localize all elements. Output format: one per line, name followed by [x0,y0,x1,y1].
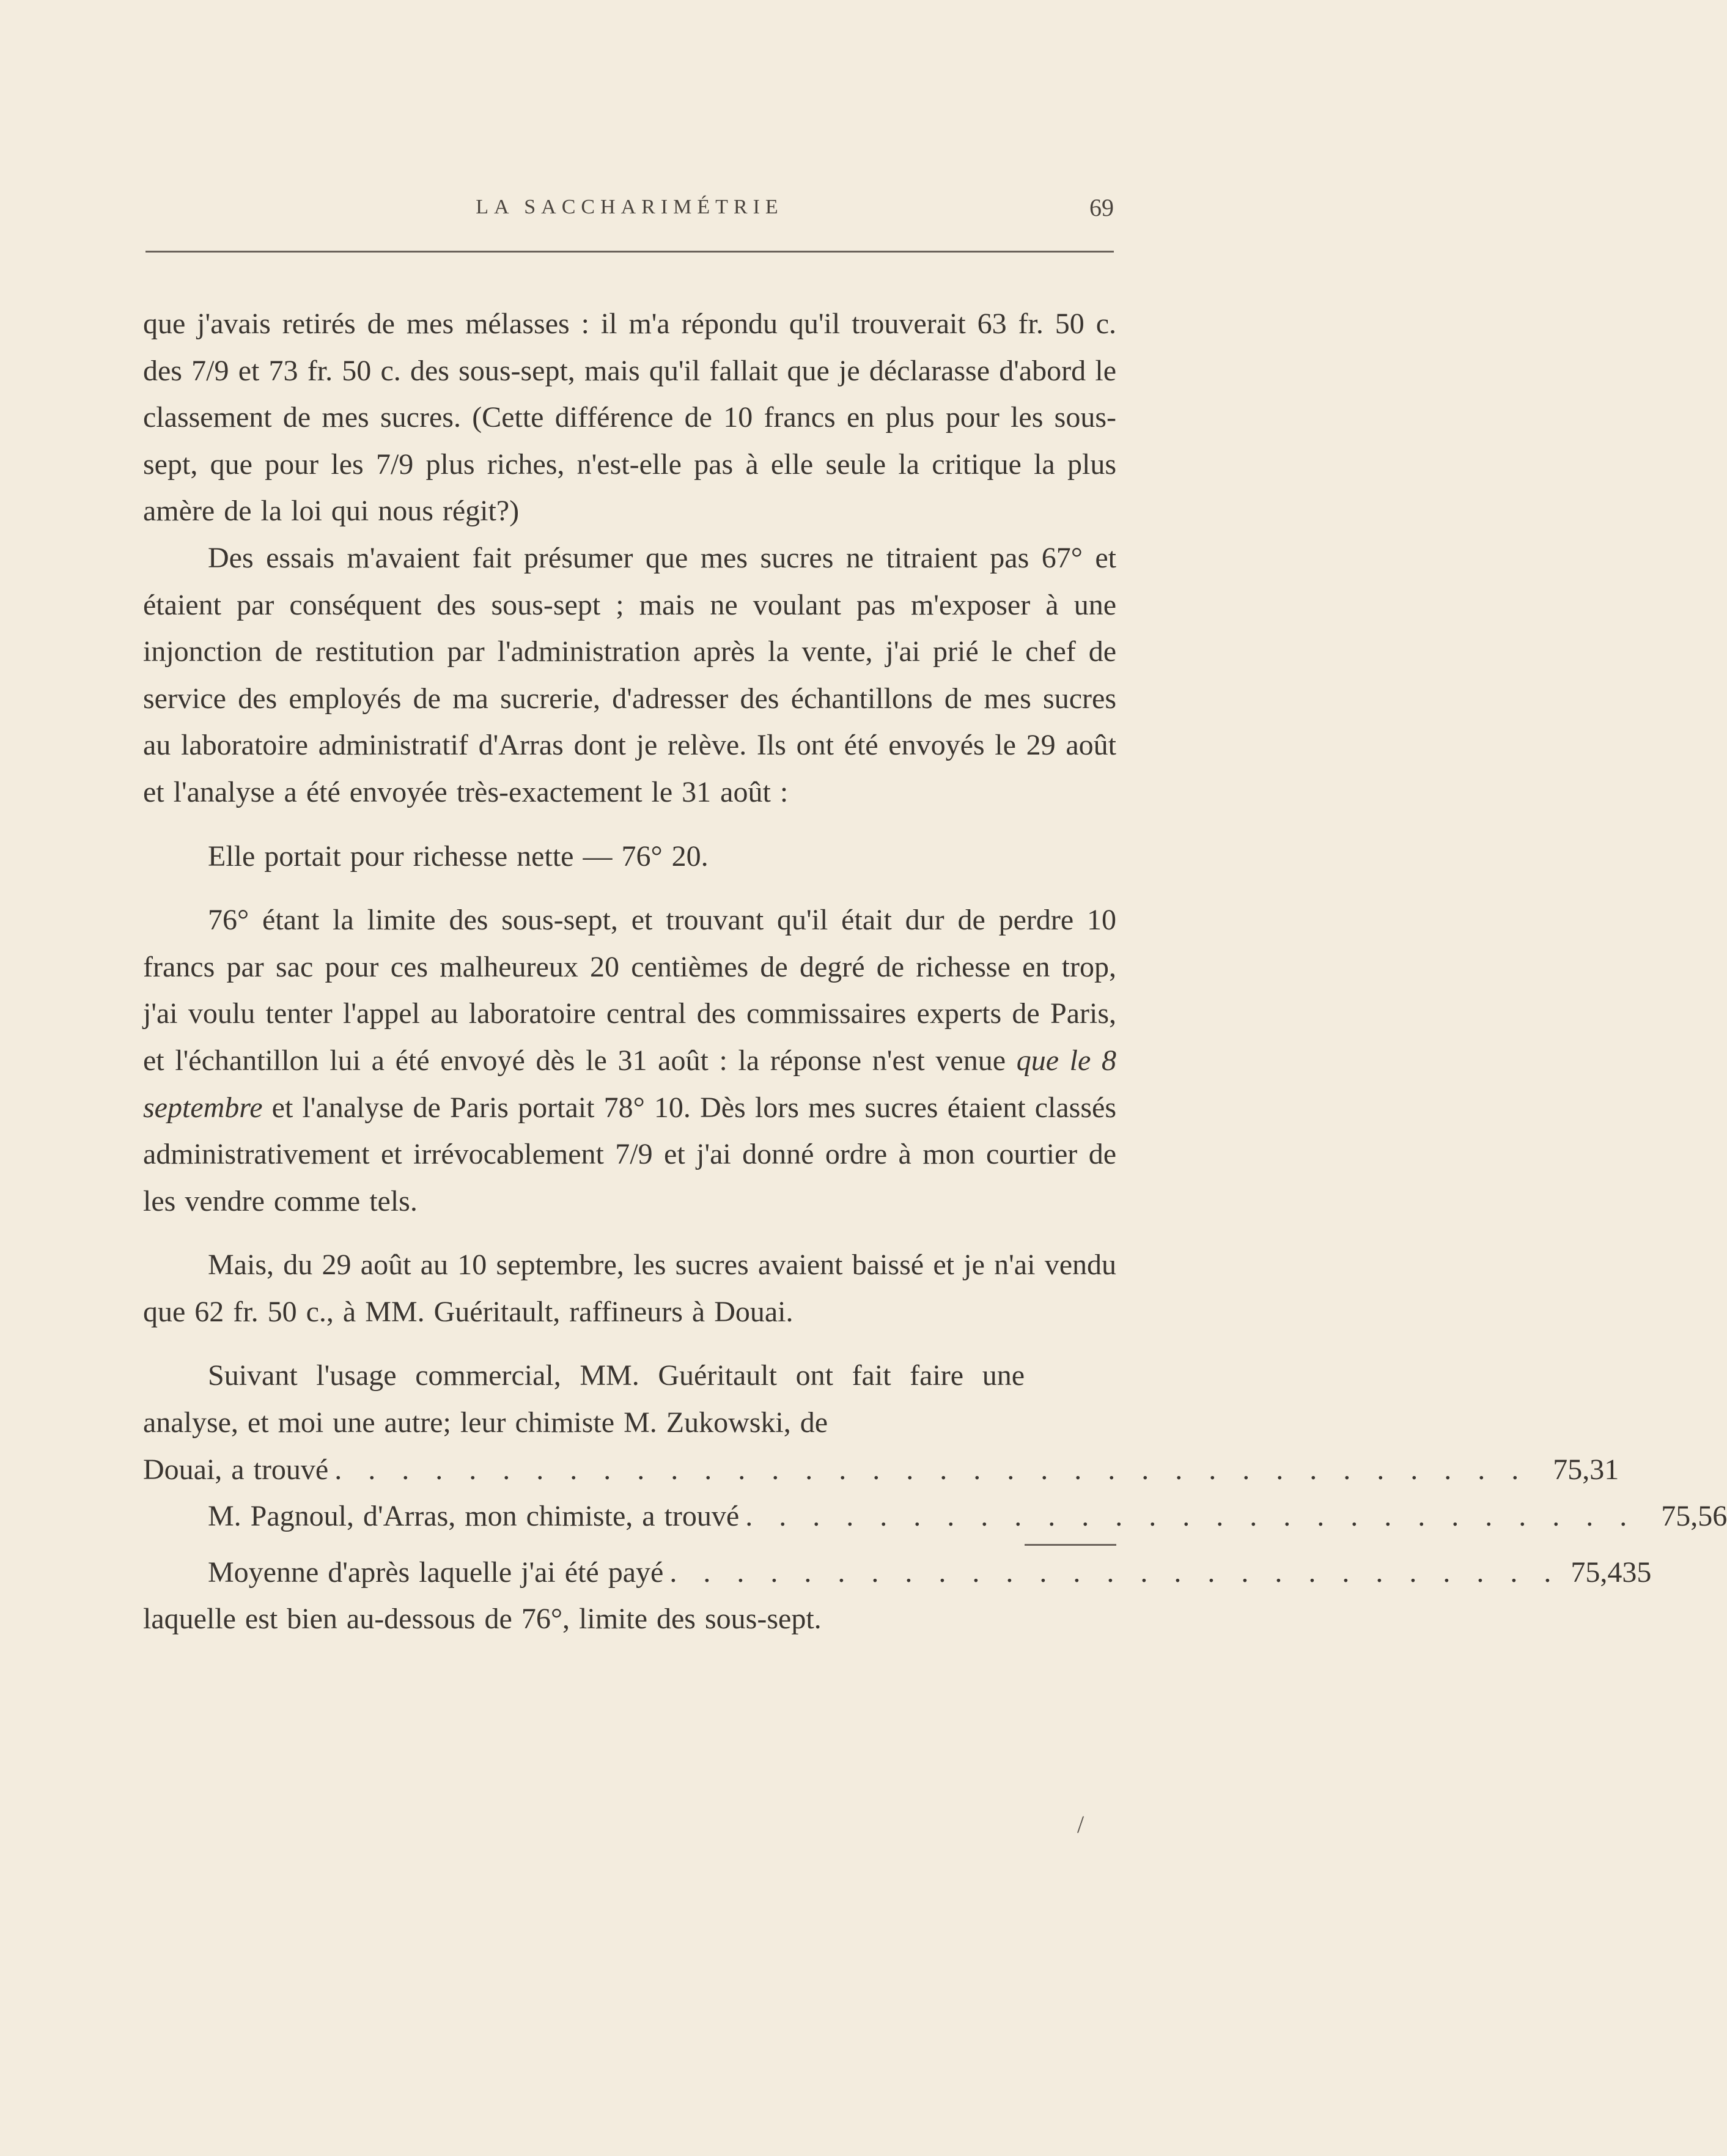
paragraph-1: que j'avais retirés de mes mélasses : il m'a répondu qu'il trouverait 63 fr. 50 c. des 7/9 et 73 fr. 50 c. des sous-sept, mais qu'il fallait que je déclarasse d'abord le classement de mes sucres. (Cette différence de 10 francs en plus pour les sous-sept, que pour les 7/9 plus riches, n'est-elle pas à elle seule la critique la plus amère de la loi qui nous régit?) [143,308,1116,528]
paragraph-4 [143,897,1116,1225]
analysis-row-zukowski [143,1447,1619,1494]
analysis-row-pagnoul [143,1493,1727,1540]
paragraph-2: Des essais m'avaient fait présumer que mes sucres ne titraient pas 67° et étaient par conséquent des sous-sept ; mais ne voulant pas m'exposer à une injonction de restitution par l'administration après la vente, j'ai prié le chef de service des employés de ma sucrerie, d'adresser des échantillons de mes sucres au laboratoire administratif d'Arras dont je relève. Ils ont été envoyés le 29 août et l'analyse a été envoyée très-exactement le 31 août : [143,541,1116,808]
page-header [145,191,1114,227]
paragraph-4-part-b: et l'analyse de Paris portait 78° 10. Dès lors mes sucres étaient classés administrativement et irrévocablement 7/9 et j'ai donné ordre à mon courtier de les vendre comme tels. [143,1091,1116,1217]
page-number: 69 [1089,194,1114,221]
paragraph-4-emphasis: que le 8 septembre [143,1044,1116,1124]
dot-leader: . . . . . . . . . . . . . . . . . . . . . . . . . . . [669,1556,1560,1589]
analysis-value: 75,31 [1553,1453,1619,1486]
dot-leader: . . . . . . . . . . . . . . . . . . . . . . . . . . . . . . . . . . . . [334,1453,1528,1486]
analysis-value: 75,435 [1571,1556,1652,1589]
running-title: LA SACCHARIMÉTRIE [476,196,784,218]
analysis-label: M. Pagnoul, d'Arras, mon chimiste, a trouvé [208,1500,740,1533]
paragraph-3: Elle portait pour richesse nette — 76° 20. [208,840,709,873]
paragraph-5: Mais, du 29 août au 10 septembre, les sucres avaient baissé et je n'ai vendu que 62 fr. 50 c., à MM. Guéritault, raffineurs à Douai. [143,1249,1116,1328]
sum-rule [1025,1544,1116,1546]
analysis-row-average [143,1549,1652,1597]
paragraph-4-part-a: 76° étant la limite des sous-sept, et trouvant qu'il était dur de perdre 10 francs par sac pour ces malheureux 20 centièmes de degré de richesse en trop, j'ai voulu tenter l'appel au laboratoire central des commissaires experts de Paris, et l'échantillon lui a été envoyé dès le 31 août : la réponse n'est venue [143,904,1116,1077]
paragraph-6: Suivant l'usage commercial, MM. Guéritault ont fait faire une analyse, et moi une autre; leur chimiste M. Zukowski, de [143,1359,1025,1439]
paragraph-7: laquelle est bien au-dessous de 76°, limite des sous-sept. [143,1603,822,1636]
header-rule [145,251,1114,253]
analysis-label: Moyenne d'après laquelle j'ai été payé [208,1556,664,1589]
footer-mark: / [1077,1811,1084,1838]
body-text [143,301,1727,1643]
dot-leader: . . . . . . . . . . . . . . . . . . . . . . . . . . . [745,1500,1636,1533]
analysis-label: Douai, a trouvé [143,1453,329,1486]
analysis-value: 75,56 [1661,1500,1727,1533]
